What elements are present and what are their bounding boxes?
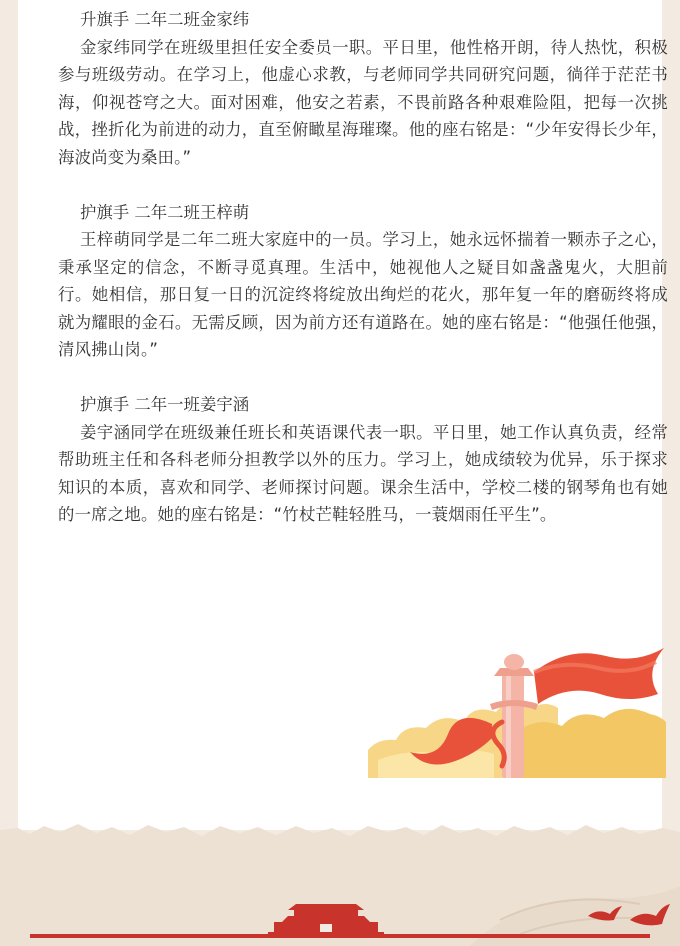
flag-guard-section-2 (58, 391, 668, 529)
red-birds-icon (584, 900, 670, 934)
section-heading: 升旗手 二年二班金家纬 (80, 10, 250, 29)
section-paragraph: 金家纬同学在班级里担任安全委员一职。平日里，他性格开朗，待人热忱，积极参与班级劳动。在学习上，他虚心求教，与老师同学共同研究问题，徜徉于茫茫书海，仰视苍穹之大。面对困难，他安之若素，不畏前路各种艰难险阻，把每一次挑战，挫折化为前进的动力，直至俯瞰星海璀璨。他的座右铭是：“少年安得长少年，海波尚变为桑田。” (58, 37, 668, 167)
section-heading: 护旗手 二年一班姜宇涵 (80, 395, 250, 414)
article-content (58, 6, 668, 529)
section-paragraph: 姜宇涵同学在班级兼任班长和英语课代表一职。平日里，她工作认真负责，经常帮助班主任和各科老师分担教学以外的压力。学习上，她成绩较为优异，乐于探求知识的本质，喜欢和同学、老师探讨问题。课余生活中，学校二楼的钢琴角也有她的一席之地。她的座右铭是：“竹杖芒鞋轻胜马，一蓑烟雨任平生”。 (58, 422, 668, 524)
section-heading: 护旗手 二年二班王梓萌 (80, 202, 250, 222)
huabiao-flag-cloud-illustration (368, 642, 666, 780)
section-paragraph: 王梓萌同学是二年二班大家庭中的一员。学习上，她永远怀揣着一颗赤子之心，秉承坚定的信念，不断寻觅真理。生活中，她视他人之疑目如盏盏鬼火，大胆前行。她相信，那日复一日的沉淀终将绽放出绚烂的花火，那年复一年的磨砺终将成就为耀眼的金石。无需反顾，因为前方还有道路在。她的座右铭是：“他强任他强，清风拂山岗。” (58, 230, 668, 359)
article-card (18, 0, 668, 830)
footer-divider (30, 934, 650, 938)
flag-raiser-section (58, 6, 668, 171)
flag-guard-section-1 (58, 199, 668, 364)
tiananmen-silhouette-icon (268, 902, 384, 934)
